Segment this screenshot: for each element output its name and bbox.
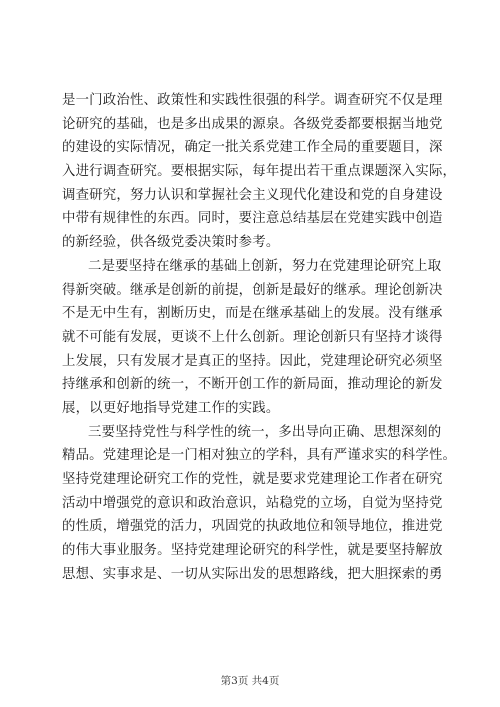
- paragraph: [62, 89, 457, 255]
- text-line: 上发展，只有发展才是真正的坚持。因此，党建理论研究必须坚: [62, 353, 443, 369]
- text-line: 的性质，增强党的活力，巩固党的执政地位和领导地位，推进党: [62, 519, 443, 535]
- paragraph: [62, 255, 443, 421]
- text-line: 入进行调查研究。要根据实际，每年提出若干重点课题深入实际，: [62, 164, 457, 180]
- text-line: 就不可能有发展，更谈不上什么创新。理论创新只有坚持才谈得: [62, 329, 443, 345]
- text-line: 得新突破。继承是创新的前提，创新是最好的继承。理论创新决: [62, 282, 443, 298]
- text-line: 的新经验，供各级党委决策时参考。: [62, 235, 280, 251]
- text-line: 坚持党建理论研究工作的党性，就是要求党建理论工作者在研究: [62, 472, 443, 487]
- text-line: 精品。党建理论是一门相对独立的学科，具有严谨求实的科学性。: [62, 448, 457, 464]
- text-line: 持继承和创新的统一，不断开创工作的新局面，推动理论的新发: [62, 377, 443, 393]
- text-line: 活动中增强党的意识和政治意识，站稳党的立场，自觉为坚持党: [62, 495, 443, 511]
- document-body: [62, 89, 457, 586]
- text-line: 调查研究，努力认识和掌握社会主义现代化建设和党的自身建设: [62, 187, 443, 203]
- text-line: 是一门政治性、政策性和实践性很强的科学。调查研究不仅是理: [62, 93, 443, 108]
- text-line: 不是无中生有，割断历史，而是在继承基础上的发展。没有继承: [62, 306, 443, 322]
- text-line: 中带有规律性的东西。同时，要注意总结基层在党建实践中创造: [62, 211, 443, 227]
- text-line: 展，以更好地指导党建工作的实践。: [62, 400, 280, 416]
- text-line: 的建设的实际情况，确定一批关系党建工作全局的重要题目，深: [62, 140, 443, 156]
- text-line: 三要坚持党性与科学性的统一，多出导向正确、思想深刻的: [88, 424, 442, 440]
- page-number-footer: 第3页 共4页: [220, 675, 280, 687]
- text-line: 二是要坚持在继承的基础上创新，努力在党建理论研究上取: [88, 258, 442, 274]
- text-line: 论研究的基础，也是多出成果的源泉。各级党委都要根据当地党: [62, 116, 443, 132]
- text-line: 思想、实事求是、一切从实际出发的思想路线，把大胆探索的勇: [62, 566, 443, 582]
- paragraph: [62, 421, 457, 587]
- text-line: 的伟大事业服务。坚持党建理论研究的科学性，就是要坚持解放: [62, 543, 443, 559]
